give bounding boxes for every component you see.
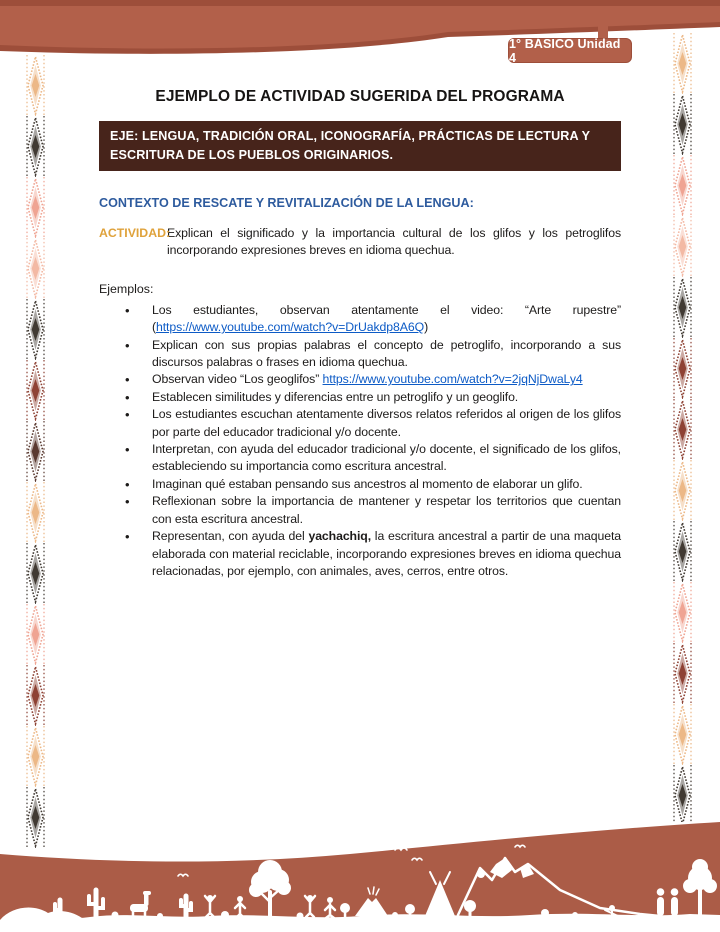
list-item [99,406,621,441]
right-textile-border [672,33,693,822]
item-text: Establecen similitudes y diferencias entre un petroglifo y un geoglifo. [152,389,519,404]
actividad-paragraph [99,225,621,260]
list-item [99,337,621,372]
list-item [99,476,621,493]
eje-banner-text: EJE: LENGUA, TRADICIÓN ORAL, ICONOGRAFÍA, PRÁCTICAS DE LECTURA Y ESCRITURA DE LOS PUEBLOS ORIGINARIOS. [110,129,590,162]
textile-diamond-motif [672,216,693,277]
youtube-link[interactable]: https://www.youtube.com/watch?v=2jqNjDwaLy4 [322,372,583,387]
textile-diamond-motif [25,116,46,177]
textile-diamond-motif [25,543,46,604]
quechua-term: yachachiq, [308,529,372,544]
textile-diamond-motif [672,460,693,521]
content-area [99,0,621,580]
left-textile-border [25,55,46,850]
item-text: Imaginan qué estaban pensando sus ancestros al momento de elaborar un glifo. [152,476,583,491]
item-text: Representan, con ayuda del [152,529,309,544]
item-text: Reflexionan sobre la importancia de mantener y respetar los territorios que cuentan con esta escritura ancestral. [152,494,621,526]
contexto-heading: CONTEXTO DE RESCATE Y REVITALIZACIÓN DE LA LENGUA: [99,196,474,210]
list-item [99,441,621,476]
textile-diamond-motif [25,360,46,421]
textile-diamond-motif [25,238,46,299]
youtube-link[interactable]: https://www.youtube.com/watch?v=DrUakdp8A6Q [156,320,425,335]
item-text: ) [424,320,429,335]
item-text: la escritura ancestral a partir de una maqueta elaborada con material reciclable, incorporando expresiones breves en idioma quechua relacionadas, por ejemplo, con animales, aves, cerros, entre otros. [152,529,621,578]
textile-diamond-motif [672,94,693,155]
textile-diamond-motif [672,33,693,94]
list-item [99,302,621,337]
item-text: Interpretan, con ayuda del educador tradicional y/o docente, el significado de los glifos, estableciendo su importancia como escritura ancestral. [152,442,621,474]
bottom-landscape-band [0,820,720,932]
textile-diamond-motif [672,399,693,460]
textile-diamond-motif [25,604,46,665]
textile-diamond-motif [25,177,46,238]
page-title: EJEMPLO DE ACTIVIDAD SUGERIDA DEL PROGRAMA [155,88,565,105]
ejemplos-label: Ejemplos: [99,281,154,296]
textile-diamond-motif [25,482,46,543]
ejemplos-list [99,302,621,581]
item-text: Observan video “Los geoglifos” [152,372,323,387]
textile-diamond-motif [672,704,693,765]
item-text: Explican con sus propias palabras el concepto de petroglifo, incorporando a sus discursos palabras o frases en idioma quechua. [152,337,621,370]
list-item [99,371,621,388]
textile-diamond-motif [25,421,46,482]
item-text: Los estudiantes, observan atentamente el video: “Arte rupestre” ( [152,302,621,335]
list-item [99,493,621,528]
item-text: Los estudiantes escuchan atentamente diversos relatos referidos al origen de los glifos por parte del educador tradicional y/o docente. [152,407,621,439]
actividad-text: Explican el significado y la importancia cultural de los glifos y los petroglifos incorporando expresiones breves en idioma quechua. [167,226,621,258]
textile-diamond-motif [672,338,693,399]
textile-diamond-motif [672,155,693,216]
textile-diamond-motif [672,582,693,643]
actividad-label: ACTIVIDAD: [99,226,171,240]
textile-diamond-motif [672,643,693,704]
textile-diamond-motif [25,299,46,360]
textile-diamond-motif [25,665,46,726]
textile-diamond-motif [672,277,693,338]
list-item [99,528,621,580]
unit-badge-label: 1° BÁSICO Unidad 4 [509,36,621,65]
textile-diamond-motif [25,55,46,116]
eje-banner [99,121,621,171]
list-item [99,389,621,406]
textile-diamond-motif [25,726,46,787]
textile-diamond-motif [672,521,693,582]
textile-diamond-motif [672,765,693,822]
